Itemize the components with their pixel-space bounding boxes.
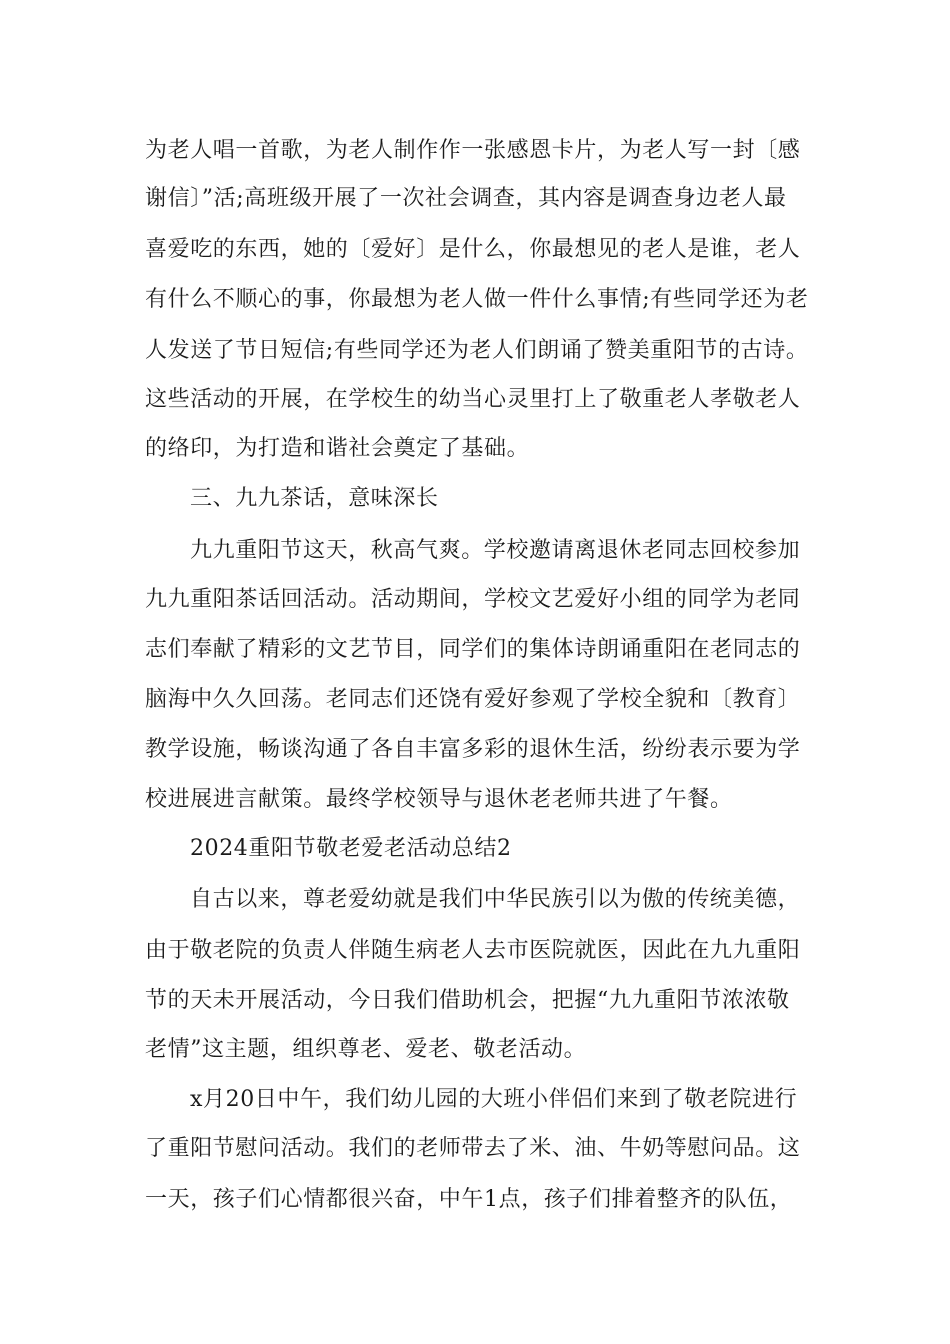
body-text-line: 脑海中久久回荡。老同志们还饶有爱好参观了学校全貌和〔教育〕 — [145, 687, 801, 712]
body-text-line: 教学设施，畅谈沟通了各自丰富多彩的退休生活，纷纷表示要为学 — [145, 737, 801, 762]
body-text-line: 有什么不顺心的事，你最想为老人做一件什么事情;有些同学还为老 — [145, 287, 809, 312]
section-heading: 三、九九茶话，意味深长 — [190, 486, 439, 511]
body-text-line: 志们奉献了精彩的文艺节目，同学们的集体诗朗诵重阳在老同志的 — [145, 637, 801, 662]
document-title: 2024重阳节敬老爱老活动总结2 — [190, 836, 512, 861]
body-text-line: 九九重阳节这天，秋高气爽。学校邀请离退休老同志回校参加 — [190, 538, 801, 563]
body-text-line: 九九重阳茶话回活动。活动期间，学校文艺爱好小组的同学为老同 — [145, 587, 801, 612]
body-text-line: 谢信〕”活;高班级开展了一次社会调查，其内容是调查身边老人最 — [145, 186, 787, 211]
body-text-line: 的络印，为打造和谐社会奠定了基础。 — [145, 436, 530, 461]
body-text-line: x月20日中午，我们幼儿园的大班小伴侣们来到了敬老院进行 — [190, 1087, 798, 1112]
body-text-line: 这些活动的开展，在学校生的幼当心灵里打上了敬重老人孝敬老人 — [145, 387, 801, 412]
body-text-line: 一天，孩子们心情都很兴奋，中午1点，孩子们排着整齐的队伍， — [145, 1187, 793, 1212]
body-text-line: 喜爱吃的东西，她的〔爱好〕是什么，你最想见的老人是谁，老人 — [145, 237, 801, 262]
body-text-line: 老情”这主题，组织尊老、爱老、敬老活动。 — [145, 1037, 587, 1062]
body-text-line: 了重阳节慰问活动。我们的老师带去了米、油、牛奶等慰问品。这 — [145, 1136, 801, 1161]
body-text-line: 人发送了节日短信;有些同学还为老人们朗诵了赞美重阳节的古诗。 — [145, 338, 809, 363]
body-text-line: 为老人唱一首歌，为老人制作作一张感恩卡片，为老人写一封〔感 — [145, 138, 801, 163]
body-text-line: 由于敬老院的负责人伴随生病老人去市医院就医，因此在九九重阳 — [145, 938, 801, 963]
body-text-line: 自古以来，尊老爱幼就是我们中华民族引以为傲的传统美德， — [190, 887, 801, 912]
body-text-line: 节的天未开展活动，今日我们借助机会，把握“九九重阳节浓浓敬 — [145, 988, 790, 1013]
body-text-line: 校进展进言献策。最终学校领导与退休老老师共进了午餐。 — [145, 787, 733, 812]
